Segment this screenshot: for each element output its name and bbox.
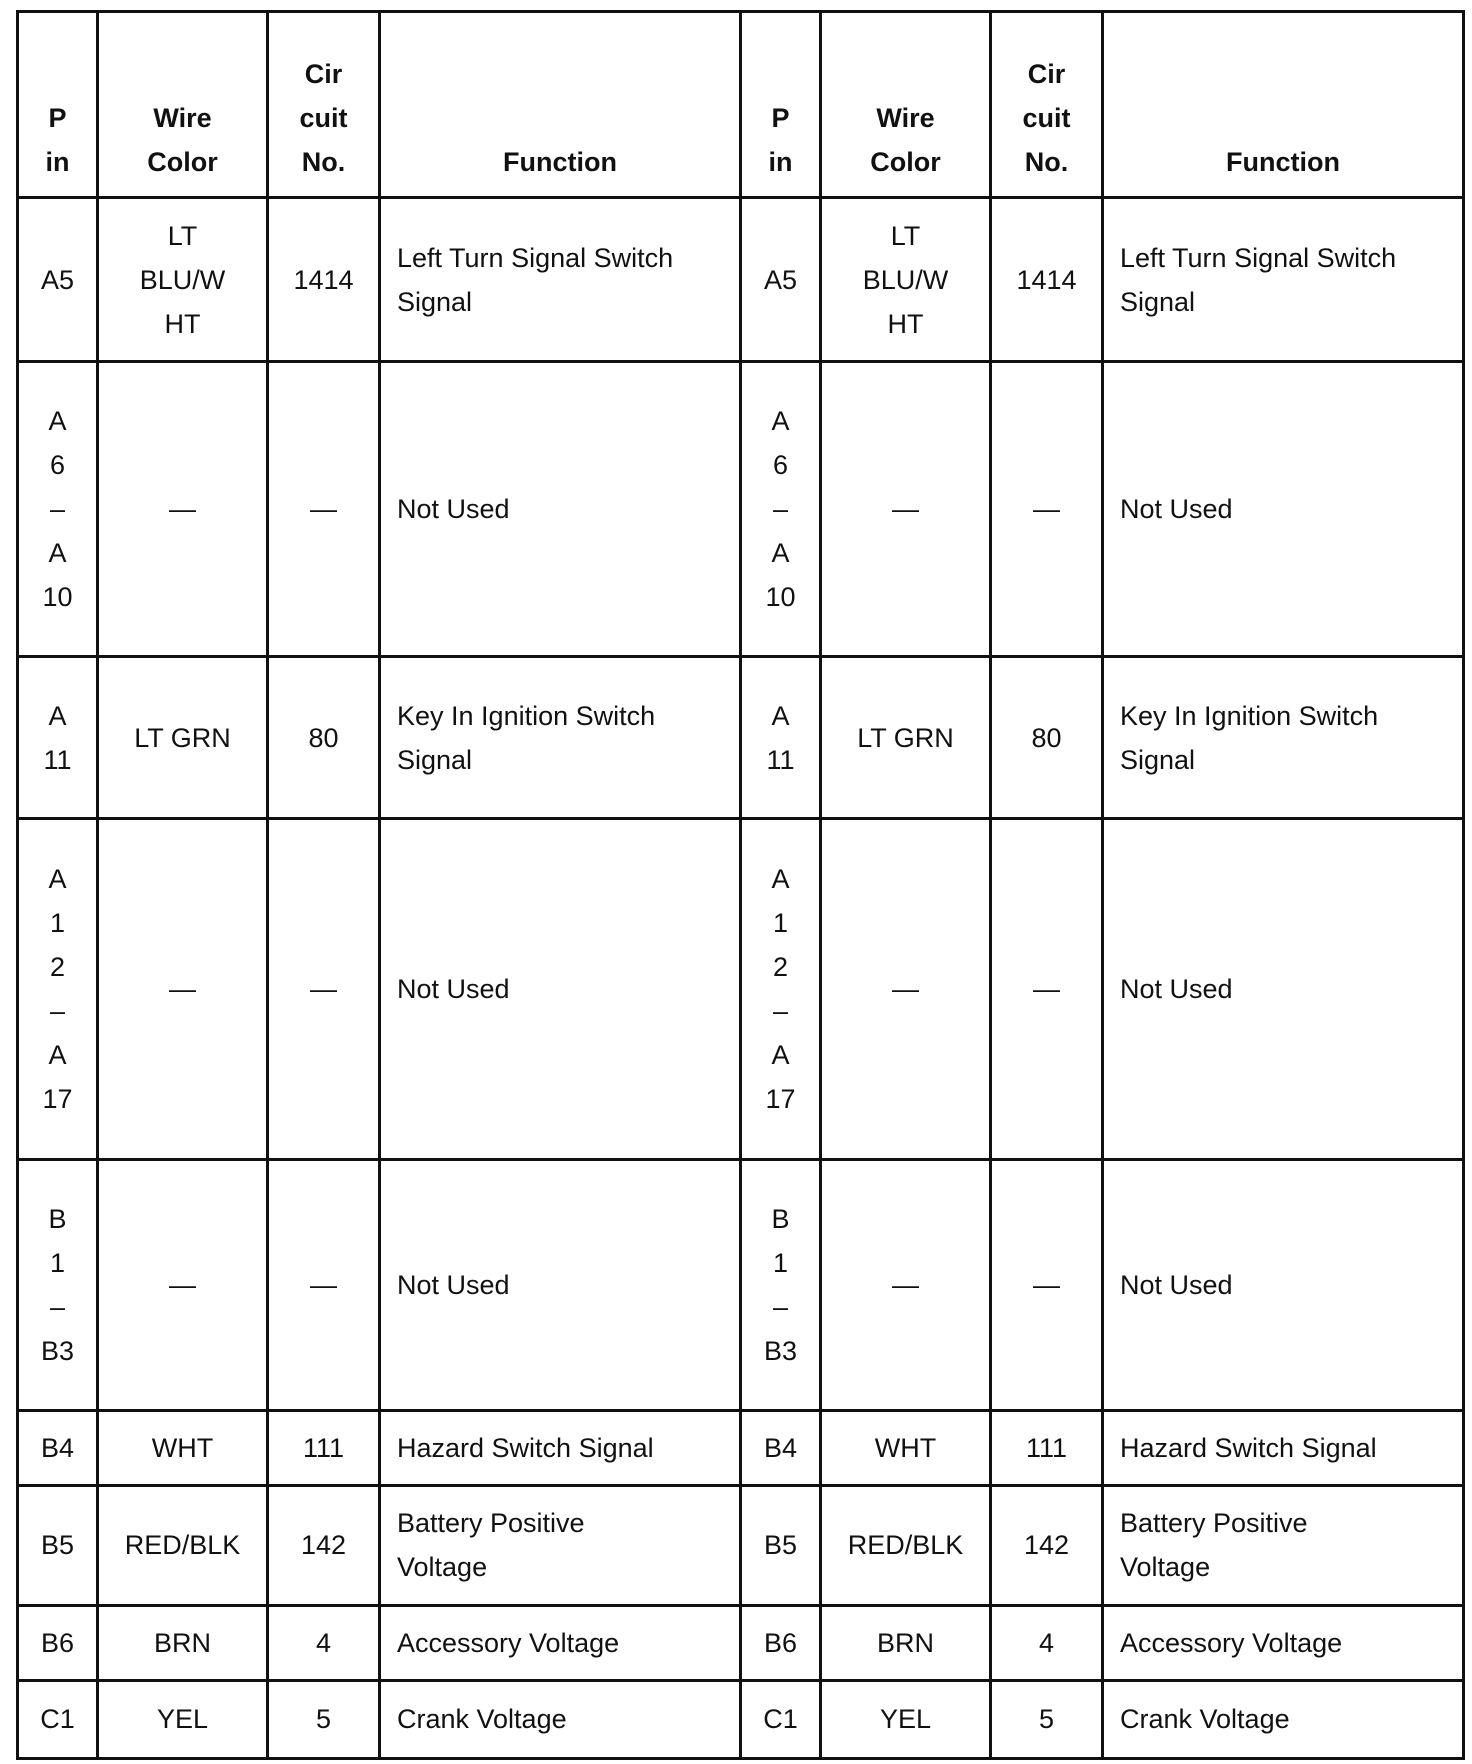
circuit-no-cell-left: 1414: [268, 198, 380, 362]
pin-cell-left: B6: [18, 1605, 98, 1680]
circuit-no-cell-right: —: [991, 819, 1103, 1159]
wire-color-cell-right: —: [821, 362, 991, 657]
wire-color-cell-right: —: [821, 1159, 991, 1410]
function-cell-right: Accessory Voltage: [1103, 1605, 1464, 1680]
table-row: [18, 657, 1464, 819]
table-row: [18, 1605, 1464, 1680]
function-cell-left: Battery Positive Voltage: [380, 1485, 741, 1605]
wire-color-cell-left: —: [98, 362, 268, 657]
table-row: [18, 1485, 1464, 1605]
table-body: [18, 198, 1464, 1759]
circuit-no-cell-left: 111: [268, 1410, 380, 1485]
function-cell-left: Not Used: [380, 1159, 741, 1410]
wire-color-cell-left: —: [98, 819, 268, 1159]
function-cell-right: Hazard Switch Signal: [1103, 1410, 1464, 1485]
connector-pinout-table: [16, 10, 1465, 1760]
header-circuit-no-left: Cir cuit No.: [268, 12, 380, 198]
pin-cell-left: A5: [18, 198, 98, 362]
table-row: [18, 1159, 1464, 1410]
wire-color-cell-left: LT BLU/W HT: [98, 198, 268, 362]
circuit-no-cell-left: 80: [268, 657, 380, 819]
pin-cell-right: C1: [741, 1680, 821, 1758]
header-wire-color-right: Wire Color: [821, 12, 991, 198]
function-cell-right: Not Used: [1103, 362, 1464, 657]
wire-color-cell-left: YEL: [98, 1680, 268, 1758]
wire-color-cell-left: WHT: [98, 1410, 268, 1485]
pin-cell-left: A 11: [18, 657, 98, 819]
function-cell-left: Left Turn Signal Switch Signal: [380, 198, 741, 362]
circuit-no-cell-left: 142: [268, 1485, 380, 1605]
wire-color-cell-right: WHT: [821, 1410, 991, 1485]
wire-color-cell-left: LT GRN: [98, 657, 268, 819]
circuit-no-cell-left: —: [268, 1159, 380, 1410]
circuit-no-cell-right: 1414: [991, 198, 1103, 362]
function-cell-right: Battery Positive Voltage: [1103, 1485, 1464, 1605]
pin-cell-left: C1: [18, 1680, 98, 1758]
circuit-no-cell-right: 142: [991, 1485, 1103, 1605]
wire-color-cell-right: BRN: [821, 1605, 991, 1680]
wire-color-cell-left: —: [98, 1159, 268, 1410]
function-cell-right: Crank Voltage: [1103, 1680, 1464, 1758]
circuit-no-cell-left: —: [268, 362, 380, 657]
function-cell-right: Not Used: [1103, 819, 1464, 1159]
function-cell-left: Not Used: [380, 819, 741, 1159]
circuit-no-cell-left: 4: [268, 1605, 380, 1680]
circuit-no-cell-left: —: [268, 819, 380, 1159]
pin-cell-right: B 1 – B3: [741, 1159, 821, 1410]
circuit-no-cell-right: 80: [991, 657, 1103, 819]
pin-cell-right: A5: [741, 198, 821, 362]
pin-cell-left: A 6 – A 10: [18, 362, 98, 657]
pin-cell-left: B5: [18, 1485, 98, 1605]
header-pin-right: P in: [741, 12, 821, 198]
function-cell-left: Hazard Switch Signal: [380, 1410, 741, 1485]
pin-cell-right: A 11: [741, 657, 821, 819]
function-cell-right: Not Used: [1103, 1159, 1464, 1410]
circuit-no-cell-right: 111: [991, 1410, 1103, 1485]
pin-cell-right: B5: [741, 1485, 821, 1605]
header-function-right: Function: [1103, 12, 1464, 198]
wire-color-cell-right: LT GRN: [821, 657, 991, 819]
function-cell-right: Key In Ignition Switch Signal: [1103, 657, 1464, 819]
header-row: [18, 12, 1464, 198]
function-cell-left: Crank Voltage: [380, 1680, 741, 1758]
wire-color-cell-right: YEL: [821, 1680, 991, 1758]
wire-color-cell-left: RED/BLK: [98, 1485, 268, 1605]
pin-cell-right: B6: [741, 1605, 821, 1680]
connector-pinout-table-container: [16, 10, 1462, 1760]
function-cell-left: Accessory Voltage: [380, 1605, 741, 1680]
circuit-no-cell-right: 5: [991, 1680, 1103, 1758]
header-pin-left: P in: [18, 12, 98, 198]
function-cell-left: Not Used: [380, 362, 741, 657]
pin-cell-right: A 1 2 – A 17: [741, 819, 821, 1159]
wire-color-cell-right: —: [821, 819, 991, 1159]
wire-color-cell-right: RED/BLK: [821, 1485, 991, 1605]
table-row: [18, 1410, 1464, 1485]
circuit-no-cell-right: —: [991, 362, 1103, 657]
pin-cell-left: A 1 2 – A 17: [18, 819, 98, 1159]
pin-cell-left: B4: [18, 1410, 98, 1485]
circuit-no-cell-right: —: [991, 1159, 1103, 1410]
table-row: [18, 1680, 1464, 1758]
function-cell-left: Key In Ignition Switch Signal: [380, 657, 741, 819]
header-function-left: Function: [380, 12, 741, 198]
wire-color-cell-left: BRN: [98, 1605, 268, 1680]
circuit-no-cell-right: 4: [991, 1605, 1103, 1680]
table-row: [18, 819, 1464, 1159]
pin-cell-left: B 1 – B3: [18, 1159, 98, 1410]
pin-cell-right: A 6 – A 10: [741, 362, 821, 657]
function-cell-right: Left Turn Signal Switch Signal: [1103, 198, 1464, 362]
header-wire-color-left: Wire Color: [98, 12, 268, 198]
pin-cell-right: B4: [741, 1410, 821, 1485]
wire-color-cell-right: LT BLU/W HT: [821, 198, 991, 362]
table-row: [18, 198, 1464, 362]
table-row: [18, 362, 1464, 657]
circuit-no-cell-left: 5: [268, 1680, 380, 1758]
header-circuit-no-right: Cir cuit No.: [991, 12, 1103, 198]
